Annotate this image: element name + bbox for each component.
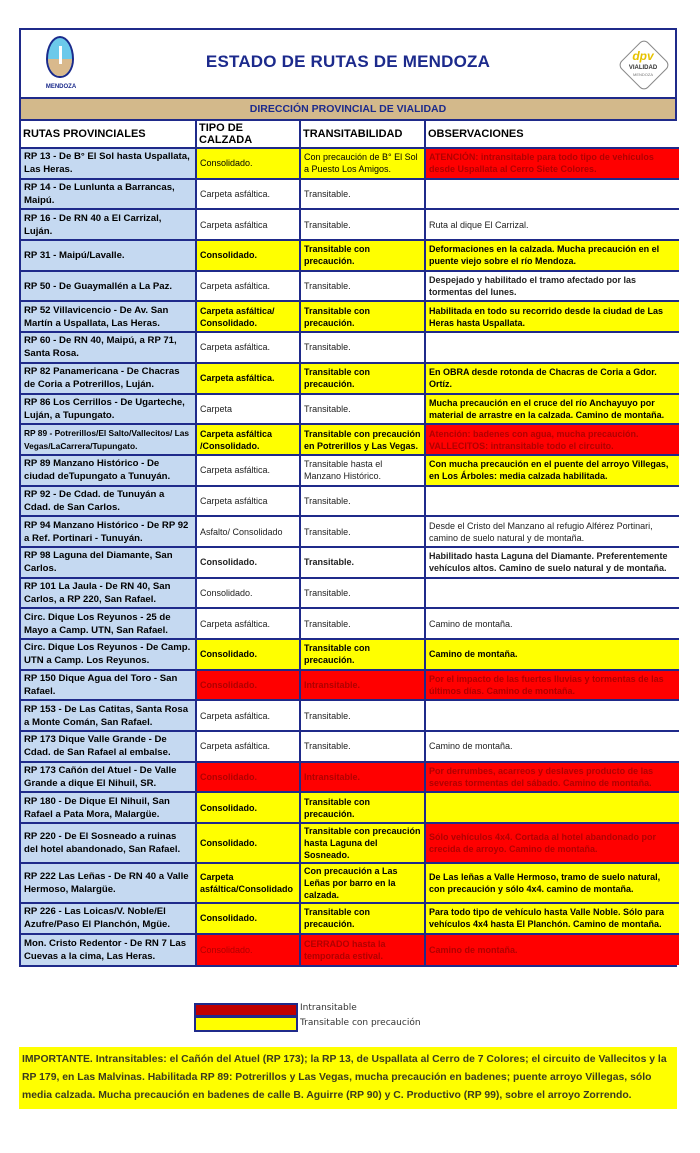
route-cell: Circ. Dique Los Reyunos - 25 de Mayo a Camp. UTN, San Rafael.: [21, 608, 196, 639]
table-row: [21, 608, 679, 639]
page-title: ESTADO DE RUTAS DE MENDOZA: [205, 52, 491, 71]
table-row: [21, 394, 679, 425]
surface-cell: Consolidado.: [196, 762, 300, 793]
surface-cell: Consolidado.: [196, 639, 300, 670]
route-cell: RP 150 Dique Agua del Toro - San Rafael.: [21, 670, 196, 701]
status-cell: Transitable.: [300, 271, 425, 302]
surface-cell: Consolidado.: [196, 547, 300, 578]
status-cell: Transitable.: [300, 608, 425, 639]
route-cell: RP 92 - De Cdad. de Tunuyán a Cdad. de San Carlos.: [21, 486, 196, 517]
road-status-sheet: [19, 28, 677, 967]
table-row: [21, 934, 679, 965]
table-row: [21, 179, 679, 210]
legend-label-intransitable: Intransitable: [300, 1003, 357, 1013]
notes-cell: Mucha precaución en el cruce del río Anchayuyo por material de arrastre en la calzada. Camino de montaña.: [425, 394, 679, 425]
status-cell: Transitable con precaución en Potrerillos y Las Vegas.: [300, 424, 425, 455]
status-cell: Transitable.: [300, 209, 425, 240]
surface-cell: Carpeta asfáltica /Consolidado.: [196, 424, 300, 455]
notes-cell: Habilitada en todo su recorrido desde la ciudad de Las Heras hasta Uspallata.: [425, 301, 679, 332]
notes-cell: Habilitado hasta Laguna del Diamante. Preferentemente vehículos altos. Camino de suelo natural y de montaña.: [425, 547, 679, 578]
notes-cell: ATENCIÓN: intransitable para todo tipo de vehículos desde Uspallata al Cerro Siete Colores.: [425, 148, 679, 179]
legend-label-caution: Transitable con precaución: [300, 1018, 421, 1028]
notes-cell: Deformaciones en la calzada. Mucha precaución en el puente viejo sobre el río Mendoza.: [425, 240, 679, 271]
table-row: [21, 424, 679, 455]
route-cell: RP 89 Manzano Histórico - De ciudad deTupungato a Tunuyán.: [21, 455, 196, 486]
surface-cell: Carpeta asfáltica/ Consolidado.: [196, 301, 300, 332]
route-cell: RP 222 Las Leñas - De RN 40 a Valle Hermoso, Malargüe.: [21, 863, 196, 903]
status-cell: Transitable.: [300, 700, 425, 731]
notes-cell: Camino de montaña.: [425, 934, 679, 965]
notes-cell: [425, 578, 679, 609]
agency-banner: DIRECCIÓN PROVINCIAL DE VIALIDAD: [21, 99, 675, 121]
notes-cell: En OBRA desde rotonda de Chacras de Coria a Gdor. Ortíz.: [425, 363, 679, 394]
status-cell: Transitable con precaución.: [300, 301, 425, 332]
column-header-surface: TIPO DE CALZADA: [196, 121, 300, 148]
table-row: [21, 731, 679, 762]
surface-cell: Carpeta asfáltica.: [196, 179, 300, 210]
surface-cell: Carpeta: [196, 394, 300, 425]
notes-cell: Por el impacto de las fuertes lluvias y tormentas de las últimos días. Camino de montaña.: [425, 670, 679, 701]
surface-cell: Consolidado.: [196, 934, 300, 965]
title-row: [21, 30, 675, 99]
column-header-routes: RUTAS PROVINCIALES: [21, 121, 196, 148]
route-cell: RP 220 - De El Sosneado a ruinas del hotel abandonado, San Rafael.: [21, 823, 196, 863]
status-cell: Transitable con precaución.: [300, 639, 425, 670]
column-header-notes: OBSERVACIONES: [425, 121, 679, 148]
notes-cell: Camino de montaña.: [425, 639, 679, 670]
surface-cell: Carpeta asfáltica: [196, 209, 300, 240]
mendoza-logo-label: MENDOZA: [45, 84, 77, 90]
status-cell: Intransitable.: [300, 670, 425, 701]
surface-cell: Carpeta asfáltica.: [196, 731, 300, 762]
notes-cell: Despejado y habilitado el tramo afectado por las tormentas del lunes.: [425, 271, 679, 302]
surface-cell: Consolidado.: [196, 792, 300, 823]
notes-cell: Desde el Cristo del Manzano al refugio Alférez Portinari, camino de suelo natural y de montaña.: [425, 516, 679, 547]
notes-cell: Sólo vehículos 4x4. Cortada al hotel abandonado por crecida de arroyo. Camino de montaña.: [425, 823, 679, 863]
route-cell: RP 180 - De Dique El Nihuil, San Rafael a Pata Mora, Malargüe.: [21, 792, 196, 823]
table-row: [21, 363, 679, 394]
surface-cell: Consolidado.: [196, 670, 300, 701]
table-row: [21, 240, 679, 271]
surface-cell: Carpeta asfáltica.: [196, 608, 300, 639]
route-cell: RP 98 Laguna del Diamante, San Carlos.: [21, 547, 196, 578]
status-cell: Transitable con precaución.: [300, 903, 425, 934]
route-cell: RP 153 - De Las Catitas, Santa Rosa a Monte Comán, San Rafael.: [21, 700, 196, 731]
status-cell: Transitable.: [300, 578, 425, 609]
table-row: [21, 486, 679, 517]
route-cell: RP 52 Villavicencio - De Av. San Martín a Uspallata, Las Heras.: [21, 301, 196, 332]
table-row: [21, 209, 679, 240]
surface-cell: Asfalto/ Consolidado: [196, 516, 300, 547]
route-cell: RP 60 - De RN 40, Maipú, a RP 71, Santa Rosa.: [21, 332, 196, 363]
route-cell: RP 173 Cañón del Atuel - De Valle Grande a dique El Nihuil, SR.: [21, 762, 196, 793]
notes-cell: Atención: badenes con agua, mucha precaución. VALLECITOS: intransitable todo el circuito.: [425, 424, 679, 455]
status-cell: CERRADO hasta la temporada estival.: [300, 934, 425, 965]
table-row: [21, 547, 679, 578]
notes-cell: Camino de montaña.: [425, 731, 679, 762]
table-row: [21, 639, 679, 670]
surface-cell: Consolidado.: [196, 240, 300, 271]
route-cell: RP 101 La Jaula - De RN 40, San Carlos, a RP 220, San Rafael.: [21, 578, 196, 609]
status-cell: Transitable con precaución hasta Laguna del Sosneado.: [300, 823, 425, 863]
route-cell: RP 94 Manzano Histórico - De RP 92 a Ref. Portinari - Tunuyán.: [21, 516, 196, 547]
status-cell: Transitable.: [300, 332, 425, 363]
surface-cell: Carpeta asfáltica/Consolidado: [196, 863, 300, 903]
routes-table: [21, 121, 679, 965]
status-cell: Transitable con precaución.: [300, 792, 425, 823]
vialidad-logo-label: VIALIDAD: [628, 65, 658, 71]
notes-cell: [425, 700, 679, 731]
notes-cell: [425, 332, 679, 363]
surface-cell: Carpeta asfáltica.: [196, 363, 300, 394]
status-cell: Transitable.: [300, 486, 425, 517]
route-cell: Circ. Dique Los Reyunos - De Camp. UTN a Camp. Los Reyunos.: [21, 639, 196, 670]
legend-swatch-caution: [194, 1016, 298, 1032]
table-row: [21, 516, 679, 547]
important-notice: IMPORTANTE. Intransitables: el Cañón del Atuel (RP 173); la RP 13, de Uspallata al Cerro de 7 Colores; el circuito de Vallecitos y la RP 179, en Las Malvinas. Habilitada RP 89: Potrerillos y Las Vegas, mucha precaución en badenes; puente arroyo Villegas, sólo media calzada. Mucha precaución en badenes de calle B. Aguirre (RP 90) y C. Productivo (RP 99), sobre el arroyo Zorrendo.: [19, 1047, 677, 1109]
status-cell: Transitable con precaución.: [300, 240, 425, 271]
legend-swatch-intransitable: [194, 1003, 298, 1017]
route-cell: RP 86 Los Cerrillos - De Ugarteche, Luján, a Tupungato.: [21, 394, 196, 425]
surface-cell: Consolidado.: [196, 903, 300, 934]
notes-cell: [425, 486, 679, 517]
vialidad-logo-mark: dpv: [632, 49, 654, 63]
surface-cell: Consolidado.: [196, 578, 300, 609]
vialidad-logo-sub: MENDOZA: [633, 72, 653, 77]
notes-cell: Para todo tipo de vehículo hasta Valle Noble. Sólo para vehículos 4x4 hasta El Planchón. Camino de montaña.: [425, 903, 679, 934]
route-cell: RP 82 Panamericana - De Chacras de Coria a Potrerillos, Luján.: [21, 363, 196, 394]
route-cell: RP 13 - De B° El Sol hasta Uspallata, Las Heras.: [21, 148, 196, 179]
notes-cell: [425, 179, 679, 210]
status-cell: Transitable.: [300, 394, 425, 425]
table-row: [21, 455, 679, 486]
table-row: [21, 332, 679, 363]
notes-cell: Ruta al dique El Carrizal.: [425, 209, 679, 240]
status-cell: Con precaución de B° El Sol a Puesto Los Amigos.: [300, 148, 425, 179]
surface-cell: Carpeta asfáltica: [196, 486, 300, 517]
table-row: [21, 863, 679, 903]
table-row: [21, 148, 679, 179]
table-row: [21, 271, 679, 302]
status-cell: Transitable hasta el Manzano Histórico.: [300, 455, 425, 486]
table-row: [21, 792, 679, 823]
status-cell: Con precaución a Las Leñas por barro en la calzada.: [300, 863, 425, 903]
table-row: [21, 700, 679, 731]
route-cell: RP 14 - De Lunlunta a Barrancas, Maipú.: [21, 179, 196, 210]
status-cell: Transitable con precaución.: [300, 363, 425, 394]
table-row: [21, 578, 679, 609]
route-cell: RP 31 - Maipú/Lavalle.: [21, 240, 196, 271]
table-row: [21, 903, 679, 934]
notes-cell: Con mucha precaución en el puente del arroyo Villegas, en Los Árboles: media calzada habilitada.: [425, 455, 679, 486]
surface-cell: Consolidado.: [196, 823, 300, 863]
table-row: [21, 301, 679, 332]
column-header-status: TRANSITABILIDAD: [300, 121, 425, 148]
notes-cell: Camino de montaña.: [425, 608, 679, 639]
notes-cell: Por derrumbes, acarreos y deslaves producto de las severas tormentas del sábado. Camino de montaña.: [425, 762, 679, 793]
surface-cell: Carpeta asfáltica.: [196, 332, 300, 363]
route-cell: RP 16 - De RN 40 a El Carrizal, Luján.: [21, 209, 196, 240]
notes-cell: De Las leñas a Valle Hermoso, tramo de suelo natural, con precaución y sólo 4x4. camino de montaña.: [425, 863, 679, 903]
table-row: [21, 670, 679, 701]
surface-cell: Consolidado.: [196, 148, 300, 179]
surface-cell: Carpeta asfáltica.: [196, 700, 300, 731]
route-cell: RP 50 - De Guaymallén a La Paz.: [21, 271, 196, 302]
notes-cell: [425, 792, 679, 823]
surface-cell: Carpeta asfáltica.: [196, 271, 300, 302]
status-cell: Transitable.: [300, 547, 425, 578]
status-cell: Transitable.: [300, 179, 425, 210]
route-cell: RP 89 - Potrerillos/El Salto/Vallecitos/ Las Vegas/LaCarrera/Tupungato.: [21, 424, 196, 455]
route-cell: RP 226 - Las Loicas/V. Noble/El Azufre/Paso El Planchón, Mgüe.: [21, 903, 196, 934]
status-cell: Transitable.: [300, 731, 425, 762]
status-cell: Transitable.: [300, 516, 425, 547]
table-row: [21, 762, 679, 793]
status-cell: Intransitable.: [300, 762, 425, 793]
table-row: [21, 823, 679, 863]
route-cell: RP 173 Dique Valle Grande - De Cdad. de San Rafael al embalse.: [21, 731, 196, 762]
route-cell: Mon. Cristo Redentor - De RN 7 Las Cuevas a la cima, Las Heras.: [21, 934, 196, 965]
surface-cell: Carpeta asfáltica.: [196, 455, 300, 486]
vialidad-logo: [617, 38, 669, 90]
